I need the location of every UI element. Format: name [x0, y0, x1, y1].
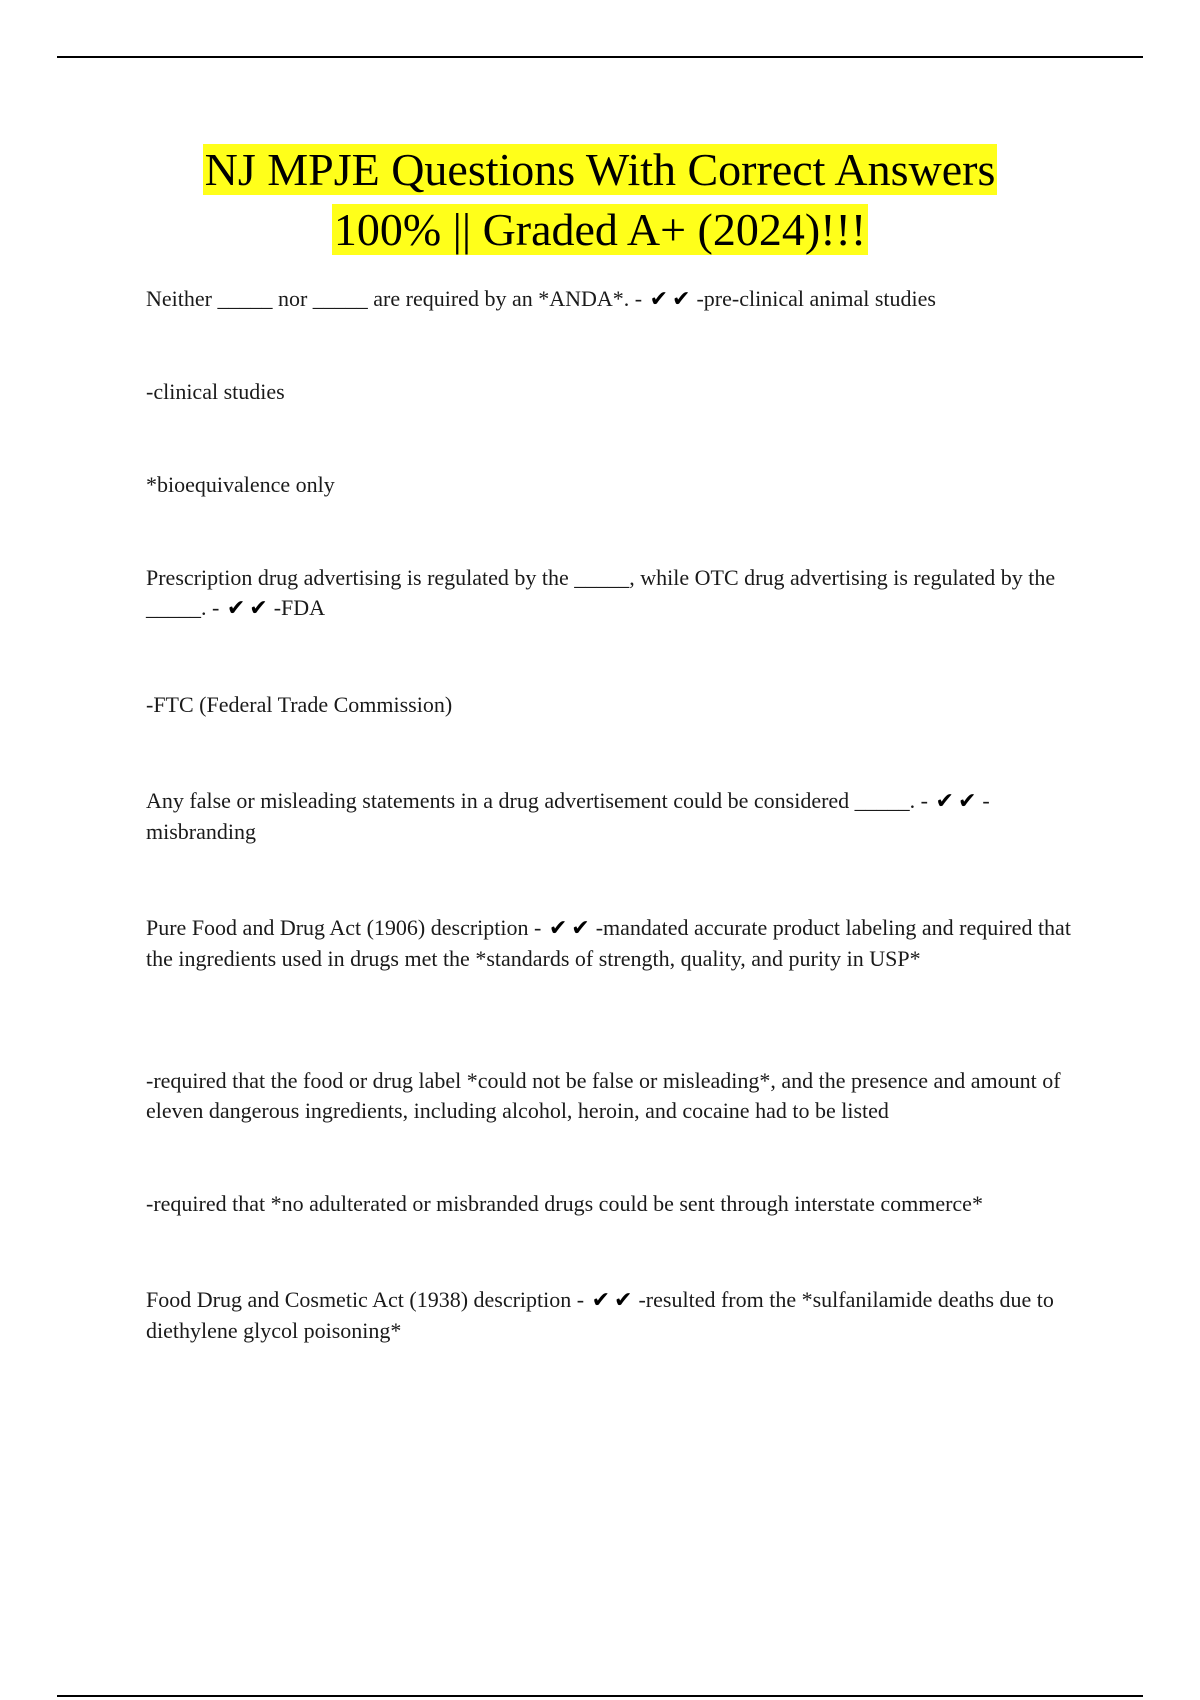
double-check-icon: ✔✔ — [935, 789, 981, 814]
answer-text: -FDA — [273, 595, 326, 620]
question-text: Food Drug and Cosmetic Act (1938) description - — [146, 1287, 590, 1312]
question-pure-food-drug-act — [146, 913, 1086, 974]
top-rule — [57, 56, 1143, 58]
document-title — [0, 140, 1200, 260]
question-text: Neither _____ nor _____ are required by an *ANDA*. - — [146, 286, 648, 311]
answer-continuation: *bioequivalence only — [146, 472, 335, 497]
question-text: Prescription drug advertising is regulated by the _____, while OTC drug advertising is regulated by the _____. - — [146, 565, 1056, 620]
answer-continuation: -required that the food or drug label *could not be false or misleading*, and the presence and amount of eleven dangerous ingredients, including alcohol, heroin, and cocaine had to be listed — [146, 1068, 1061, 1123]
title-line-1: NJ MPJE Questions With Correct Answers — [204, 144, 996, 195]
question-advertising-regulation — [146, 563, 1086, 624]
question-text: Pure Food and Drug Act (1906) description - — [146, 915, 547, 940]
double-check-icon: ✔✔ — [548, 916, 594, 941]
answer-continuation: -FTC (Federal Trade Commission) — [146, 692, 453, 717]
double-check-icon: ✔✔ — [591, 1288, 637, 1313]
answer-text: -resulted from the *sulfanilamide deaths due to diethylene glycol poisoning* — [146, 1287, 1054, 1343]
answer-continuation: -required that *no adulterated or misbranded drugs could be sent through interstate commerce* — [146, 1191, 983, 1216]
title-line-2: 100% || Graded A+ (2024)!!! — [333, 204, 867, 255]
question-text: Any false or misleading statements in a drug advertisement could be considered _____. - — [146, 788, 934, 813]
answer-continuation: -clinical studies — [146, 379, 285, 404]
answer-text: -pre-clinical animal studies — [696, 286, 936, 311]
double-check-icon: ✔✔ — [649, 287, 695, 312]
question-anda — [146, 284, 1086, 315]
answer-text: -mandated accurate product labeling and required that the ingredients used in drugs met the *standards of strength, quality, and purity in USP* — [146, 915, 1071, 971]
answer-text: - misbranding — [146, 788, 990, 844]
bottom-rule — [57, 1695, 1143, 1697]
question-misleading-statements — [146, 786, 1086, 847]
double-check-icon: ✔✔ — [226, 596, 272, 621]
question-fdc-act — [146, 1285, 1086, 1346]
